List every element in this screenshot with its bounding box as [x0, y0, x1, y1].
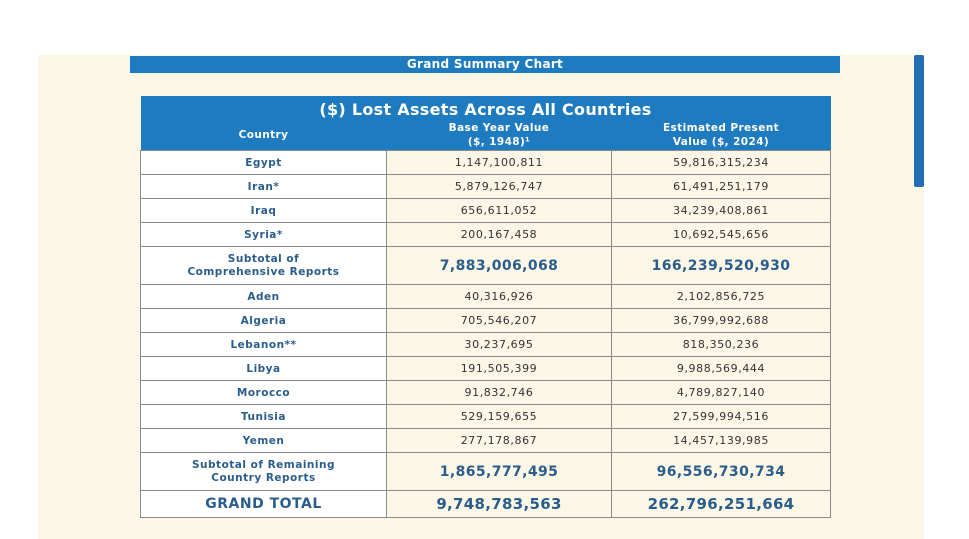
present-value-cell: 818,350,236	[612, 333, 831, 357]
base-value-cell: 529,159,655	[387, 405, 612, 429]
present-value-cell: 27,599,994,516	[612, 405, 831, 429]
subtotal-present-cell: 166,239,520,930	[612, 247, 831, 285]
country-cell: Lebanon**	[141, 333, 387, 357]
grand-total-present: 262,796,251,664	[612, 491, 831, 518]
table-title-row	[141, 96, 831, 120]
table-row	[141, 285, 831, 309]
country-cell: Algeria	[141, 309, 387, 333]
summary-table-container	[140, 96, 830, 518]
country-cell: Tunisia	[141, 405, 387, 429]
country-cell: Iraq	[141, 199, 387, 223]
table-row	[141, 309, 831, 333]
country-cell: Morocco	[141, 381, 387, 405]
subtotal-row	[141, 453, 831, 491]
table-row	[141, 405, 831, 429]
country-cell: Yemen	[141, 429, 387, 453]
table-row	[141, 223, 831, 247]
table-row	[141, 357, 831, 381]
subtotal-label-cell: Subtotal of Remaining Country Reports	[141, 453, 387, 491]
base-value-cell: 200,167,458	[387, 223, 612, 247]
subtotal-row	[141, 247, 831, 285]
base-value-cell: 40,316,926	[387, 285, 612, 309]
present-value-cell: 36,799,992,688	[612, 309, 831, 333]
base-value-cell: 91,832,746	[387, 381, 612, 405]
base-value-cell: 5,879,126,747	[387, 175, 612, 199]
grand-total-label: GRAND TOTAL	[141, 491, 387, 518]
table-header-row	[141, 120, 831, 151]
table-title: ($) Lost Assets Across All Countries	[141, 96, 831, 120]
header-present-value: Estimated Present Value ($, 2024)	[612, 120, 831, 151]
subtotal-base-cell: 7,883,006,068	[387, 247, 612, 285]
subtotal-label-cell: Subtotal of Comprehensive Reports	[141, 247, 387, 285]
present-value-cell: 2,102,856,725	[612, 285, 831, 309]
present-value-cell: 4,789,827,140	[612, 381, 831, 405]
subtotal-base-cell: 1,865,777,495	[387, 453, 612, 491]
lost-assets-table	[140, 96, 831, 518]
country-cell: Aden	[141, 285, 387, 309]
country-cell: Iran*	[141, 175, 387, 199]
grand-total-row	[141, 491, 831, 518]
present-value-cell: 14,457,139,985	[612, 429, 831, 453]
banner-title: Grand Summary Chart	[130, 56, 840, 73]
header-country: Country	[141, 120, 387, 151]
present-value-cell: 61,491,251,179	[612, 175, 831, 199]
base-value-cell: 656,611,052	[387, 199, 612, 223]
scrollbar-thumb[interactable]	[914, 55, 924, 187]
subtotal-present-cell: 96,556,730,734	[612, 453, 831, 491]
base-value-cell: 705,546,207	[387, 309, 612, 333]
present-value-cell: 59,816,315,234	[612, 151, 831, 175]
base-value-cell: 191,505,399	[387, 357, 612, 381]
header-base-year: Base Year Value ($, 1948)¹	[387, 120, 612, 151]
grand-total-base: 9,748,783,563	[387, 491, 612, 518]
country-cell: Egypt	[141, 151, 387, 175]
present-value-cell: 34,239,408,861	[612, 199, 831, 223]
base-value-cell: 30,237,695	[387, 333, 612, 357]
table-row	[141, 151, 831, 175]
table-row	[141, 175, 831, 199]
country-cell: Syria*	[141, 223, 387, 247]
table-row	[141, 199, 831, 223]
table-row	[141, 429, 831, 453]
country-cell: Libya	[141, 357, 387, 381]
table-row	[141, 333, 831, 357]
present-value-cell: 10,692,545,656	[612, 223, 831, 247]
base-value-cell: 277,178,867	[387, 429, 612, 453]
present-value-cell: 9,988,569,444	[612, 357, 831, 381]
table-row	[141, 381, 831, 405]
base-value-cell: 1,147,100,811	[387, 151, 612, 175]
